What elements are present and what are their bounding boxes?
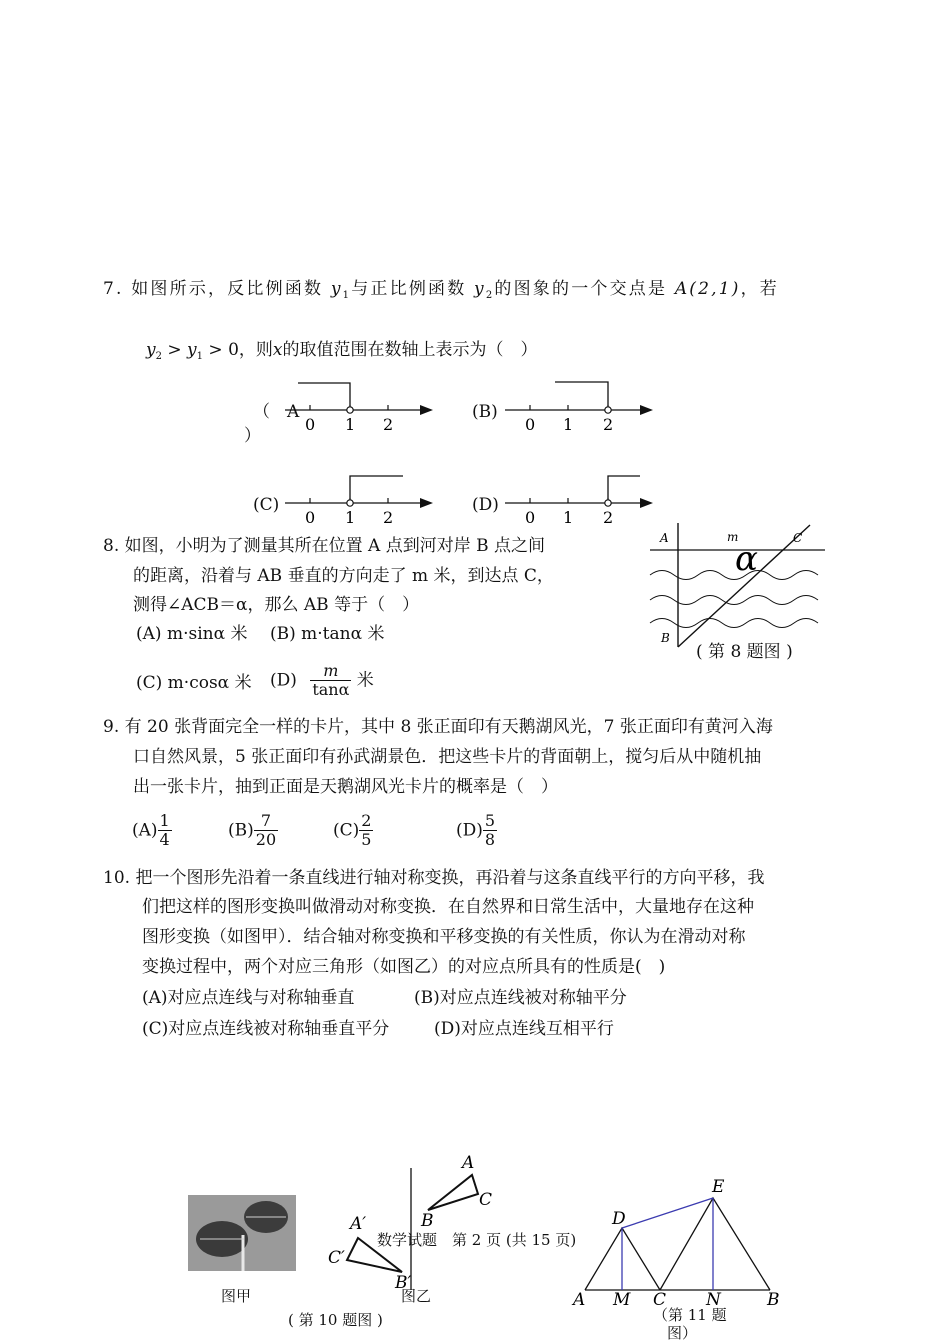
q10-line4: 变换过程中，两个对应三角形（如图乙）的对应点所具有的性质是( ) [142,957,666,977]
leaf-photo [188,1195,296,1271]
tick-label: 0 [305,415,316,434]
tri-c-label: C [479,1190,493,1210]
q7-number-line-c [285,468,445,528]
q8-option-d-unit: 米 [356,670,374,691]
q10-triangle-figure [320,1150,500,1300]
q7-option-a-label: （ A [253,402,300,422]
q9-line2: 口自然风景，5 张正面印有孙武湖景色．把这些卡片的背面朝上，搅匀后从中随机抽 [133,747,762,767]
segment-m-label: m [727,530,739,544]
q11-c-label: C [653,1290,667,1310]
tick-label: 0 [525,508,536,527]
q11-d-label: D [612,1209,626,1229]
q11-caption-1: （第 11 题 [653,1306,727,1324]
tick-label: 0 [305,508,316,527]
tri-c-prime-label: C′ [328,1248,345,1268]
fig-jia-label: 图甲 [221,1287,252,1305]
q7-option-d-label: (D) [472,495,499,515]
tick-label: 1 [345,508,356,527]
q10-option-d: (D)对应点连线互相平行 [434,1019,614,1039]
tri-b-prime-label: B′ [395,1273,412,1293]
tick-label: 1 [563,415,574,434]
q8-option-d [270,662,374,700]
q7-number-line-a [285,375,445,435]
q9-option-c: (C) $\frac{2}{5}$ [333,811,372,850]
tick-label: 2 [383,415,394,434]
q10-option-b: (B)对应点连线被对称轴平分 [414,988,627,1008]
tri-b-label: B [421,1211,434,1231]
tick-label: 2 [383,508,394,527]
q11-n-label: N [706,1290,721,1310]
q9-option-a: (A) $\frac{1}{4}$ [132,811,170,850]
q11-m-label: M [613,1290,631,1310]
point-c-label: C [793,531,803,545]
q8-caption: ( 第 8 题图 ) [696,642,793,662]
q7-option-a-label-close: ） [244,426,261,446]
q7-number-line-d [505,468,665,528]
tick-label: 0 [525,415,536,434]
tick-label: 2 [603,508,614,527]
q8-option-d-fraction: $\frac{m}{\tan\alpha}$ [312,661,350,700]
q11-b-label: B [767,1290,780,1310]
q7-number-line-b [505,375,665,435]
point-b-label: B [661,631,670,645]
q10-option-a: (A)对应点连线与对称轴垂直 [142,988,355,1008]
q10-line1: 10. 把一个图形先沿着一条直线进行轴对称变换，再沿着与这条直线平行的方向平移，我 [103,868,765,888]
q8-option-d-label: (D) [270,670,297,691]
q10-line3: 图形变换（如图甲）．结合轴对称变换和平移变换的有关性质，你认为在滑动对称 [142,927,746,947]
q7-option-b-label: (B) [472,402,498,422]
q9-option-b: (B) $\frac{7}{20}$ [228,811,277,850]
point-a-label: A [660,531,669,545]
angle-alpha-label: α [735,539,758,579]
q8-line3: 测得∠ACB＝α，那么 AB 等于（ ） [133,595,420,615]
q8-option-a: (A) m·sinα 米 [136,624,248,644]
q11-e-label: E [712,1177,725,1197]
q8-line1: 8. 如图，小明为了测量其所在位置 A 点到河对岸 B 点之间 [103,536,546,556]
q11-caption-2: 图） [667,1324,698,1342]
fig-yi-label: 图乙 [401,1287,432,1305]
q7-option-c-label: (C) [253,495,280,515]
q10-caption: ( 第 10 题图 ) [288,1311,383,1329]
tick-label: 1 [345,415,356,434]
q8-option-b: (B) m·tanα 米 [270,624,385,644]
q10-option-c: (C)对应点连线被对称轴垂直平分 [142,1019,390,1039]
q8-line2: 的距离，沿着与 AB 垂直的方向走了 m 米，到达点 C， [133,566,554,586]
q9-option-d: (D) $\frac{5}{8}$ [456,811,496,850]
page-footer: 数学试题 第 2 页 (共 15 页) [377,1231,577,1249]
q9-line1: 9. 有 20 张背面完全一样的卡片，其中 8 张正面印有天鹅湖风光，7 张正面印有黄河入海 [103,717,773,737]
q8-option-c: (C) m·cosα 米 [136,673,252,693]
q11-figure [570,1175,790,1310]
q7-line1: 7. 如图所示，反比例函数 $y_1$与正比例函数 $y_2$的图象的一个交点是 A(2,1)，若 [103,279,780,301]
tri-a-prime-label: A′ [350,1214,367,1234]
tick-label: 1 [563,508,574,527]
tri-a-label: A [462,1153,475,1173]
q10-line2: 们把这样的图形变换叫做滑动对称变换．在自然界和日常生活中，大量地存在这种 [142,897,754,917]
q7-condition: $y_2 > y_1 > 0$，则x的取值范围在数轴上表示为（ ） [146,340,538,362]
q11-a-label: A [573,1290,586,1310]
q9-line3: 出一张卡片，抽到正面是天鹅湖风光卡片的概率是（ ） [133,777,558,797]
tick-label: 2 [603,415,614,434]
